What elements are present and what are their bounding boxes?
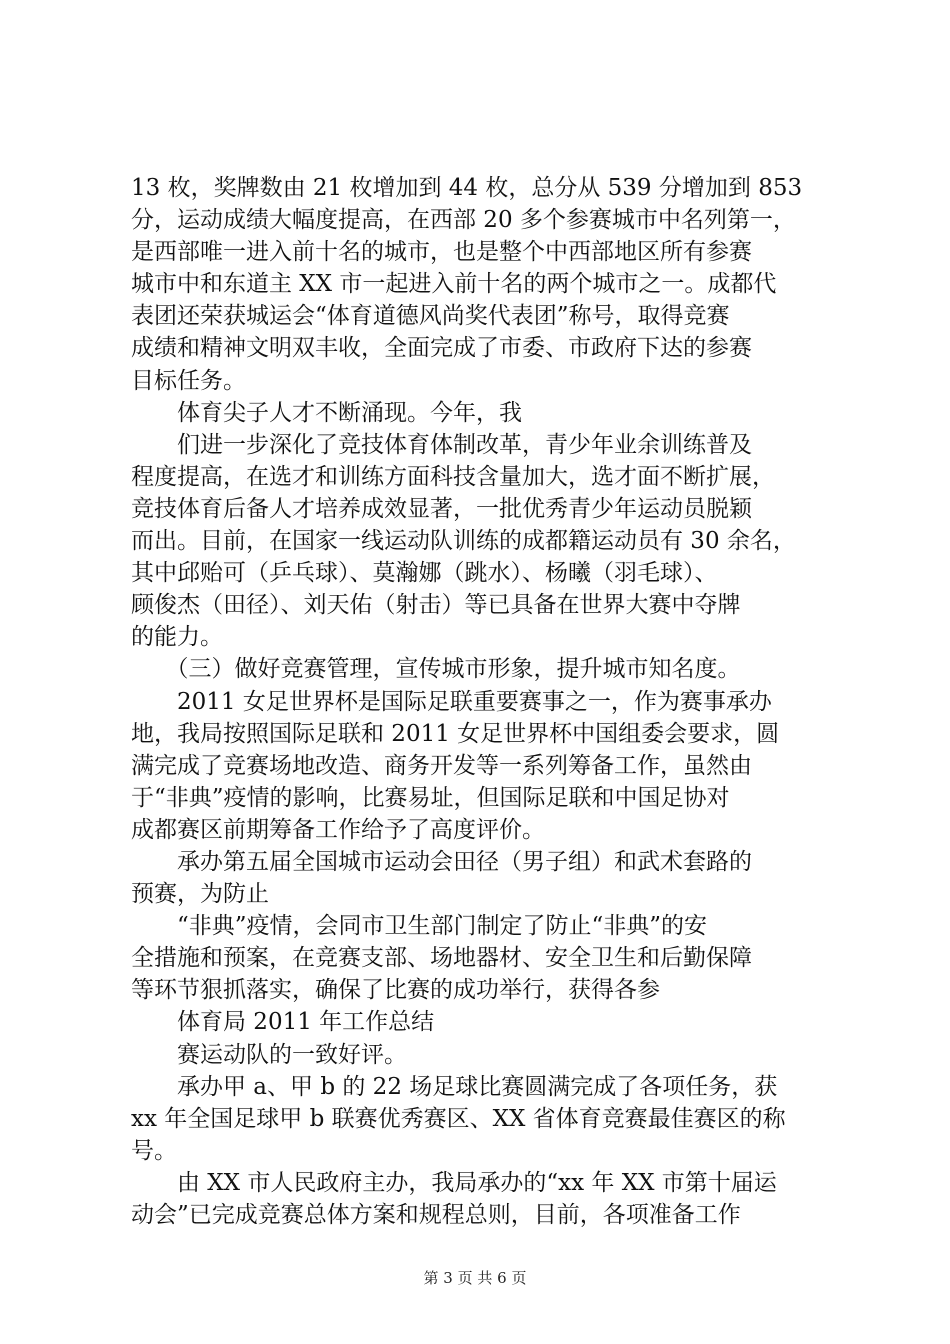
text-line: “非典”疫情，会同市卫生部门制定了防止“非典”的安 bbox=[131, 913, 708, 940]
text-line: 的能力。 bbox=[131, 624, 223, 651]
text-line: 目标任务。 bbox=[131, 367, 246, 394]
text-line: 城市中和东道主 XX 市一起进入前十名的两个城市之一。成都代 bbox=[131, 271, 777, 298]
text-line: 竞技体育后备人才培养成效显著，一批优秀青少年运动员脱颖 bbox=[131, 495, 752, 522]
text-line: 表团还荣获城运会“体育道德风尚奖代表团”称号，取得竞赛 bbox=[131, 303, 730, 330]
text-line: 体育局 2011 年工作总结 bbox=[131, 1009, 435, 1036]
text-line: 赛运动队的一致好评。 bbox=[131, 1041, 407, 1068]
text-line: 成绩和精神文明双丰收，全面完成了市委、市政府下达的参赛 bbox=[131, 335, 752, 362]
text-line: 由 XX 市人民政府主办，我局承办的“xx 年 XX 市第十届运 bbox=[131, 1169, 777, 1196]
text-line: 是西部唯一进入前十名的城市，也是整个中西部地区所有参赛 bbox=[131, 239, 752, 266]
text-line: 其中邱贻可（乒乓球）、莫瀚娜（跳水）、杨曦（羽毛球）、 bbox=[131, 560, 718, 587]
text-line: 全措施和预案，在竞赛支部、场地器材、安全卫生和后勤保障 bbox=[131, 945, 752, 972]
text-line: 顾俊杰（田径）、刘天佑（射击）等已具备在世界大赛中夺牌 bbox=[131, 592, 741, 619]
text-line: 动会”已完成竞赛总体方案和规程总则，目前，各项准备工作 bbox=[131, 1202, 741, 1228]
text-line: 于“非典”疫情的影响，比赛易址，但国际足联和中国足协对 bbox=[131, 784, 730, 811]
text-line: 预赛，为防止 bbox=[131, 881, 269, 908]
page-footer: 第 3 页 共 6 页 bbox=[423, 1269, 527, 1287]
text-line: xx 年全国足球甲 b 联赛优秀赛区、XX 省体育竞赛最佳赛区的称 bbox=[131, 1105, 786, 1132]
text-line: （三）做好竞赛管理，宣传城市形象，提升城市知名度。 bbox=[131, 656, 741, 683]
text-line: 承办第五届全国城市运动会田径（男子组）和武术套路的 bbox=[131, 848, 752, 875]
text-line: 而出。目前，在国家一线运动队训练的成都籍运动员有 30 余名， bbox=[131, 528, 796, 555]
text-line: 满完成了竞赛场地改造、商务开发等一系列筹备工作，虽然由 bbox=[131, 752, 752, 779]
text-line: 号。 bbox=[131, 1137, 177, 1164]
text-line: 分，运动成绩大幅度提高，在西部 20 多个参赛城市中名列第一， bbox=[131, 207, 796, 234]
document-body bbox=[131, 172, 831, 1231]
text-line: 体育尖子人才不断涌现。今年，我 bbox=[131, 399, 522, 426]
text-line: 们进一步深化了竞技体育体制改革，青少年业余训练普及 bbox=[131, 431, 752, 458]
text-line: 承办甲 a、甲 b 的 22 场足球比赛圆满完成了各项任务，获 bbox=[131, 1073, 778, 1100]
text-line: 等环节狠抓落实，确保了比赛的成功举行，获得各参 bbox=[131, 977, 660, 1004]
text-line: 2011 女足世界杯是国际足联重要赛事之一，作为赛事承办 bbox=[131, 688, 772, 715]
text-line: 程度提高，在选才和训练方面科技含量加大，选才面不断扩展， bbox=[131, 463, 775, 490]
text-line: 13 枚，奖牌数由 21 枚增加到 44 枚，总分从 539 分增加到 853 bbox=[131, 175, 803, 201]
text-line: 成都赛区前期筹备工作给予了高度评价。 bbox=[131, 816, 545, 843]
text-line: 地，我局按照国际足联和 2011 女足世界杯中国组委会要求，圆 bbox=[131, 720, 780, 747]
